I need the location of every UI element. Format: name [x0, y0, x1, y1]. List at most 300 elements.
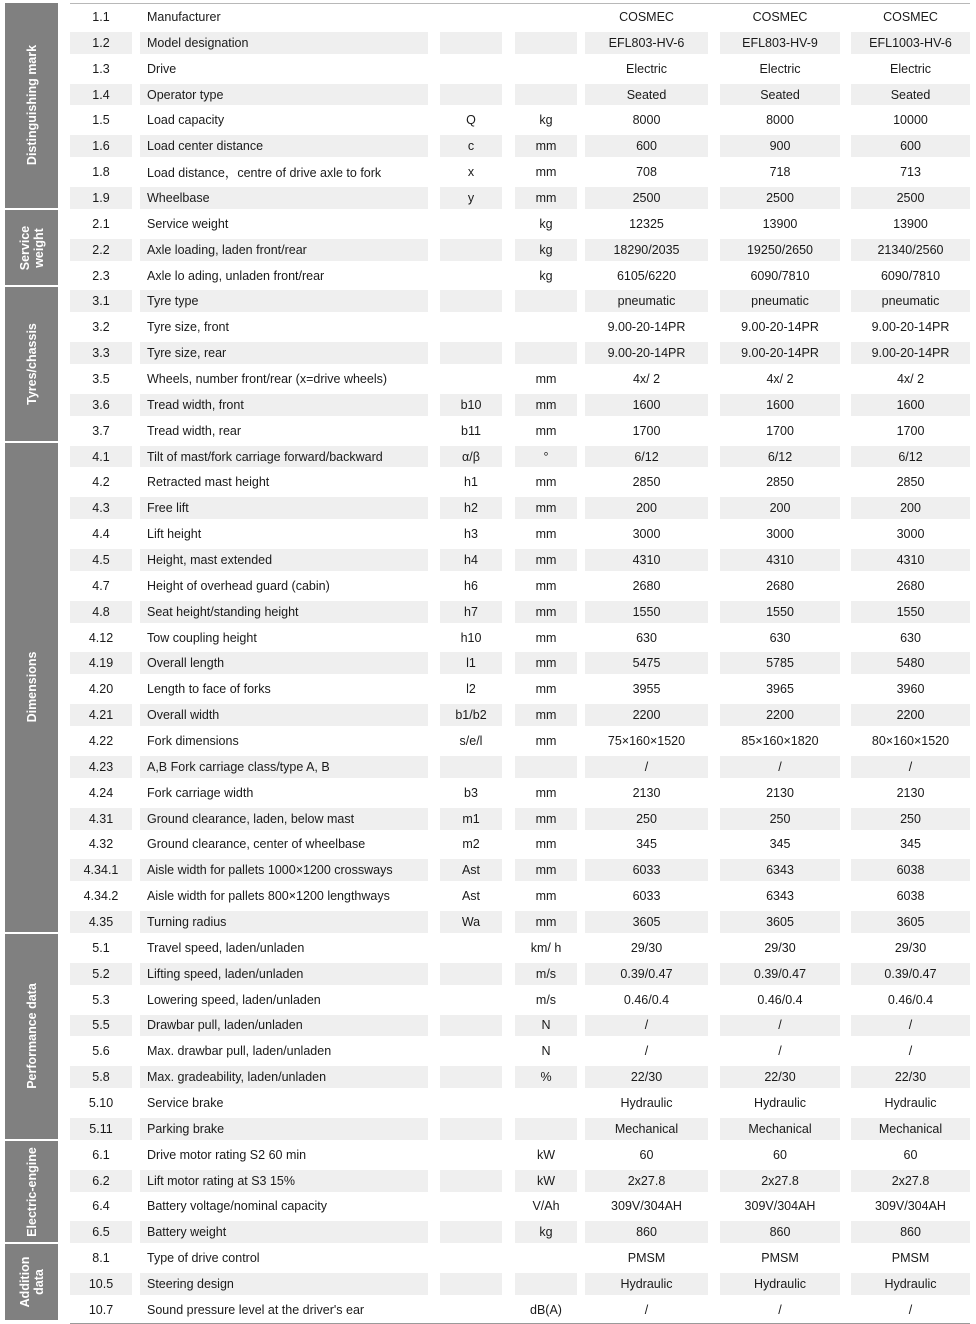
item-number: 4.24 [88, 785, 114, 800]
model-3-value: PMSM [891, 1251, 930, 1266]
item-symbol: s/e/l [459, 733, 483, 748]
model-1-value: 12325 [629, 216, 664, 231]
item-number: 1.1 [92, 9, 110, 24]
item-unit: mm [515, 394, 577, 416]
model-1-value: 2x27.8 [585, 1170, 708, 1192]
model-2-value: PMSM [761, 1251, 799, 1266]
spec-table [70, 3, 970, 1324]
item-unit [515, 1247, 577, 1269]
item-description: Seat height/standing height [140, 601, 428, 623]
table-row [70, 469, 970, 495]
item-description: Tread width, rear [147, 423, 242, 438]
item-description: Height, mast extended [140, 549, 428, 571]
table-row [70, 1168, 970, 1194]
item-unit [515, 1118, 577, 1140]
item-symbol: Ast [440, 859, 502, 881]
item-symbol: b3 [464, 785, 478, 800]
model-3-value: Seated [851, 84, 970, 106]
item-symbol [440, 1092, 502, 1114]
item-number: 8.1 [92, 1251, 110, 1266]
item-symbol [440, 989, 502, 1011]
item-unit: mm [515, 497, 577, 519]
section-block [5, 1141, 58, 1242]
item-symbol: b11 [461, 423, 481, 438]
model-1-value: Mechanical [585, 1118, 708, 1140]
table-row [70, 521, 970, 547]
model-1-value: 1600 [585, 394, 708, 416]
model-2-value: Seated [720, 84, 840, 106]
model-3-value: / [908, 1302, 913, 1317]
section-label: Performance data [24, 983, 39, 1090]
item-symbol [440, 6, 502, 28]
table-row [70, 366, 970, 392]
model-2-value: 250 [720, 808, 840, 830]
item-number: 4.31 [70, 808, 132, 830]
model-3-value: 6038 [851, 859, 970, 881]
model-1-value: 6033 [585, 859, 708, 881]
item-number: 3.5 [92, 371, 110, 386]
item-number: 10.7 [88, 1302, 114, 1317]
item-number: 1.4 [70, 84, 132, 106]
model-2-value: 8000 [766, 113, 794, 128]
model-2-value: 2680 [766, 578, 794, 593]
item-unit [515, 316, 577, 338]
model-2-value: 718 [769, 165, 791, 180]
section-label: Distinguishing mark [24, 45, 39, 166]
item-symbol [440, 84, 502, 106]
item-description: Aisle width for pallets 1000×1200 crossways [140, 859, 428, 881]
item-description: Lowering speed, laden/unladen [147, 992, 321, 1007]
item-symbol: c [440, 135, 502, 157]
section-block [5, 934, 58, 1139]
model-1-value: Seated [585, 84, 708, 106]
item-description: Operator type [140, 84, 428, 106]
item-description: Drive motor rating S2 60 min [147, 1147, 307, 1162]
model-2-value: 4310 [720, 549, 840, 571]
item-number: 10.5 [70, 1273, 132, 1295]
table-row [70, 314, 970, 340]
item-unit: % [515, 1066, 577, 1088]
section-label: Service weight [17, 225, 46, 270]
item-symbol [440, 1247, 502, 1269]
item-unit: mm [535, 889, 557, 904]
model-1-value: 18290/2035 [585, 239, 708, 261]
item-unit: kg [539, 268, 553, 283]
table-row [70, 288, 970, 314]
model-3-value: 80×160×1520 [871, 733, 950, 748]
model-3-value: 4310 [851, 549, 970, 571]
item-description: Steering design [140, 1273, 428, 1295]
item-symbol [440, 1170, 502, 1192]
model-3-value: 21340/2560 [851, 239, 970, 261]
item-description: Axle lo ading, unladen front/rear [147, 268, 325, 283]
item-unit: m/s [535, 992, 557, 1007]
table-row [70, 1116, 970, 1142]
model-2-value: 6090/7810 [750, 268, 810, 283]
item-symbol [440, 963, 502, 985]
item-symbol [440, 1299, 502, 1321]
table-row [70, 1013, 970, 1039]
model-2-value: 345 [769, 837, 791, 852]
item-unit: mm [535, 837, 557, 852]
item-number: 4.22 [88, 733, 114, 748]
model-3-value: / [908, 1044, 913, 1059]
item-number: 4.5 [70, 549, 132, 571]
item-description: Tyre size, front [147, 320, 229, 335]
table-row [70, 883, 970, 909]
item-description: Service brake [147, 1096, 224, 1111]
item-number: 5.2 [70, 963, 132, 985]
item-number: 4.32 [88, 837, 114, 852]
model-2-value: 2500 [720, 187, 840, 209]
table-row [70, 1297, 970, 1323]
item-number: 6.4 [92, 1199, 110, 1214]
item-unit: km/ h [530, 940, 562, 955]
item-description: Tilt of mast/fork carriage forward/backward [140, 446, 428, 468]
table-row [70, 263, 970, 289]
table-row [70, 1219, 970, 1245]
model-3-value: 309V/304AH [875, 1199, 946, 1214]
item-symbol: l1 [440, 652, 502, 674]
table-row [70, 159, 970, 185]
model-3-value: 1600 [851, 394, 970, 416]
item-description: Retracted mast height [147, 475, 270, 490]
model-2-value: 9.00-20-14PR [720, 342, 840, 364]
item-description: Aisle width for pallets 800×1200 lengthways [147, 889, 390, 904]
item-number: 5.6 [92, 1044, 110, 1059]
model-3-value: 2680 [896, 578, 925, 593]
item-number: 3.7 [92, 423, 110, 438]
table-row [70, 857, 970, 883]
model-2-value: 4x/ 2 [766, 371, 794, 386]
item-unit: mm [535, 578, 557, 593]
model-3-value: 29/30 [894, 940, 927, 955]
item-unit: mm [515, 652, 577, 674]
item-number: 5.10 [88, 1096, 114, 1111]
item-symbol: x [467, 165, 475, 180]
item-symbol: h4 [440, 549, 502, 571]
item-description: Battery voltage/nominal capacity [147, 1199, 327, 1214]
model-2-value: 22/30 [720, 1066, 840, 1088]
item-symbol [440, 937, 502, 959]
item-number: 5.3 [92, 992, 110, 1007]
section-label: Tyres/chassis [24, 323, 39, 405]
item-description: Manufacturer [147, 9, 221, 24]
model-2-value: 9.00-20-14PR [741, 320, 819, 335]
model-1-value: 4x/ 2 [632, 371, 661, 386]
item-description: Tow coupling height [147, 630, 257, 645]
model-3-value: 250 [851, 808, 970, 830]
model-1-value: Hydraulic [585, 1273, 708, 1295]
model-2-value: 860 [720, 1221, 840, 1243]
item-symbol: b10 [440, 394, 502, 416]
item-symbol [440, 32, 502, 54]
item-symbol [440, 213, 502, 235]
item-number: 4.20 [88, 682, 114, 697]
table-row [70, 4, 970, 30]
item-number: 6.5 [70, 1221, 132, 1243]
item-symbol [440, 316, 502, 338]
item-symbol [440, 342, 502, 364]
item-symbol: m2 [462, 837, 480, 852]
item-symbol [440, 1221, 502, 1243]
item-symbol: Ast [461, 889, 481, 904]
model-1-value: 2130 [632, 785, 661, 800]
model-3-value: 4x/ 2 [896, 371, 925, 386]
model-1-value: COSMEC [619, 9, 674, 24]
item-number: 2.2 [70, 239, 132, 261]
item-description: A,B Fork carriage class/type A, B [140, 756, 428, 778]
item-description: Service weight [147, 216, 229, 231]
model-2-value: / [778, 1302, 782, 1317]
item-number: 2.3 [92, 268, 110, 283]
item-number: 1.3 [92, 61, 110, 76]
item-symbol [440, 368, 502, 390]
model-2-value: 29/30 [764, 940, 796, 955]
model-1-value: 1550 [585, 601, 708, 623]
item-number: 4.34.1 [70, 859, 132, 881]
model-1-value: EFL803-HV-6 [585, 32, 708, 54]
item-unit: kg [515, 1221, 577, 1243]
item-unit: mm [535, 475, 557, 490]
item-unit: mm [535, 682, 557, 697]
model-2-value: Hydraulic [720, 1273, 840, 1295]
section-block [5, 443, 58, 932]
model-3-value: 2130 [896, 785, 925, 800]
model-3-value: 9.00-20-14PR [871, 320, 950, 335]
model-3-value: 60 [903, 1147, 918, 1162]
section-block [5, 210, 58, 286]
model-3-value: 200 [851, 497, 970, 519]
model-1-value: 6105/6220 [616, 268, 677, 283]
model-1-value: 1700 [632, 423, 661, 438]
item-unit: dB(A) [530, 1302, 562, 1317]
model-2-value: 309V/304AH [744, 1199, 816, 1214]
model-3-value: EFL1003-HV-6 [851, 32, 970, 54]
model-1-value: 4310 [585, 549, 708, 571]
item-unit: kg [539, 113, 553, 128]
model-2-value: 85×160×1820 [741, 733, 819, 748]
item-unit [515, 32, 577, 54]
item-number: 4.4 [92, 527, 110, 542]
model-2-value: 1600 [720, 394, 840, 416]
model-1-value: 345 [636, 837, 657, 852]
item-description: Load center distance [140, 135, 428, 157]
model-3-value: COSMEC [883, 9, 938, 24]
model-2-value: 2850 [766, 475, 794, 490]
model-3-value: 2850 [896, 475, 925, 490]
model-2-value: 5785 [720, 652, 840, 674]
table-row [70, 987, 970, 1013]
item-number: 4.12 [88, 630, 114, 645]
item-symbol [440, 756, 502, 778]
item-description: Drive [147, 61, 177, 76]
model-2-value: 60 [773, 1147, 787, 1162]
table-row [70, 625, 970, 651]
model-3-value: 1700 [896, 423, 925, 438]
item-symbol [440, 1144, 502, 1166]
table-row [70, 1271, 970, 1297]
model-1-value: 708 [636, 165, 657, 180]
model-1-value: 5475 [585, 652, 708, 674]
table-row [70, 728, 970, 754]
item-unit: mm [515, 704, 577, 726]
item-number: 1.5 [92, 113, 110, 128]
table-row [70, 82, 970, 108]
model-3-value: 3605 [851, 911, 970, 933]
item-symbol: h6 [464, 578, 478, 593]
model-1-value: 2850 [632, 475, 661, 490]
item-unit [515, 1273, 577, 1295]
item-symbol: h3 [464, 527, 478, 542]
model-1-value: / [644, 1302, 649, 1317]
model-3-value: 9.00-20-14PR [851, 342, 970, 364]
item-unit [515, 290, 577, 312]
item-unit [515, 1092, 577, 1114]
model-1-value: 3955 [632, 682, 661, 697]
item-number: 4.23 [70, 756, 132, 778]
model-3-value: 2x27.8 [851, 1170, 970, 1192]
model-3-value: / [851, 1015, 970, 1037]
item-unit: kg [539, 216, 553, 231]
item-description: Length to face of forks [147, 682, 271, 697]
item-description: Height of overhead guard (cabin) [147, 578, 330, 593]
item-description: Lift height [147, 527, 202, 542]
item-unit [515, 58, 577, 80]
item-description: Tyre size, rear [140, 342, 428, 364]
model-2-value: 2130 [766, 785, 794, 800]
item-unit [515, 84, 577, 106]
model-2-value: / [778, 1044, 782, 1059]
table-row [70, 650, 970, 676]
table-row [70, 133, 970, 159]
item-description: Tyre type [140, 290, 428, 312]
model-1-value: 200 [585, 497, 708, 519]
item-unit: m/s [515, 963, 577, 985]
model-3-value: Electric [890, 61, 931, 76]
table-row [70, 1194, 970, 1220]
section-label: Addition data [17, 1256, 46, 1308]
item-description: Sound pressure level at the driver's ear [147, 1302, 365, 1317]
item-symbol: m1 [440, 808, 502, 830]
item-number: 4.1 [70, 446, 132, 468]
model-2-value: 3605 [720, 911, 840, 933]
item-description: Lift motor rating at S3 15% [140, 1170, 428, 1192]
item-symbol [440, 1196, 502, 1218]
item-number: 5.8 [70, 1066, 132, 1088]
table-row [70, 754, 970, 780]
item-unit: V/Ah [532, 1199, 560, 1214]
model-1-value: 6/12 [585, 446, 708, 468]
model-1-value: 3000 [632, 527, 661, 542]
model-3-value: 1550 [851, 601, 970, 623]
model-2-value: Electric [759, 61, 801, 76]
item-number: 3.1 [70, 290, 132, 312]
item-unit: mm [515, 859, 577, 881]
item-symbol [440, 239, 502, 261]
table-row [70, 961, 970, 987]
item-description: Drawbar pull, laden/unladen [140, 1015, 428, 1037]
section-block [5, 287, 58, 440]
item-number: 1.8 [92, 165, 110, 180]
model-1-value: 29/30 [630, 940, 663, 955]
item-symbol [440, 58, 502, 80]
model-1-value: 2200 [585, 704, 708, 726]
model-2-value: Mechanical [720, 1118, 840, 1140]
item-description: Ground clearance, center of wheelbase [147, 837, 366, 852]
item-number: 4.35 [70, 911, 132, 933]
item-symbol: α/β [440, 446, 502, 468]
model-2-value: 6343 [720, 859, 840, 881]
model-2-value: 900 [720, 135, 840, 157]
item-unit: mm [515, 187, 577, 209]
table-row [70, 340, 970, 366]
item-symbol: Wa [440, 911, 502, 933]
model-1-value: 250 [585, 808, 708, 830]
item-number: 1.9 [70, 187, 132, 209]
item-symbol [440, 1015, 502, 1037]
item-description: Fork dimensions [147, 733, 239, 748]
item-unit: mm [515, 135, 577, 157]
model-2-value: 0.39/0.47 [720, 963, 840, 985]
table-row [70, 237, 970, 263]
model-1-value: 60 [639, 1147, 654, 1162]
item-unit: mm [535, 527, 557, 542]
model-1-value: 630 [636, 630, 657, 645]
item-number: 1.6 [70, 135, 132, 157]
model-1-value: / [585, 1015, 708, 1037]
table-row [70, 30, 970, 56]
model-3-value: 6038 [896, 889, 925, 904]
table-row [70, 185, 970, 211]
model-3-value: / [851, 756, 970, 778]
model-3-value: Mechanical [851, 1118, 970, 1140]
model-2-value: 2200 [720, 704, 840, 726]
model-2-value: 0.46/0.4 [757, 992, 803, 1007]
item-description: Ground clearance, laden, below mast [140, 808, 428, 830]
model-1-value: 2500 [585, 187, 708, 209]
model-2-value: 1700 [766, 423, 794, 438]
model-2-value: / [720, 1015, 840, 1037]
model-1-value: 0.46/0.4 [623, 992, 670, 1007]
item-number: 4.8 [70, 601, 132, 623]
item-unit: mm [515, 549, 577, 571]
item-number: 4.2 [92, 475, 110, 490]
item-description: Load distance，centre of drive axle to fork [147, 166, 382, 181]
section-block [5, 1244, 58, 1320]
model-2-value: Hydraulic [753, 1096, 807, 1111]
model-1-value: 0.39/0.47 [585, 963, 708, 985]
table-row [70, 806, 970, 832]
item-number: 6.1 [92, 1147, 110, 1162]
section-label: Dimensions [24, 651, 39, 723]
item-symbol: h7 [440, 601, 502, 623]
model-1-value: 75×160×1520 [607, 733, 686, 748]
item-unit [515, 342, 577, 364]
table-row [70, 56, 970, 82]
item-number: 4.21 [70, 704, 132, 726]
item-unit: mm [535, 423, 557, 438]
section-sidebar [5, 3, 58, 1322]
model-3-value: 2500 [851, 187, 970, 209]
table-row [70, 1245, 970, 1271]
item-description: Free lift [140, 497, 428, 519]
item-description: Axle loading, laden front/rear [140, 239, 428, 261]
item-description: Fork carriage width [147, 785, 254, 800]
item-number: 1.2 [70, 32, 132, 54]
item-description: Battery weight [140, 1221, 428, 1243]
model-1-value: 2680 [632, 578, 661, 593]
